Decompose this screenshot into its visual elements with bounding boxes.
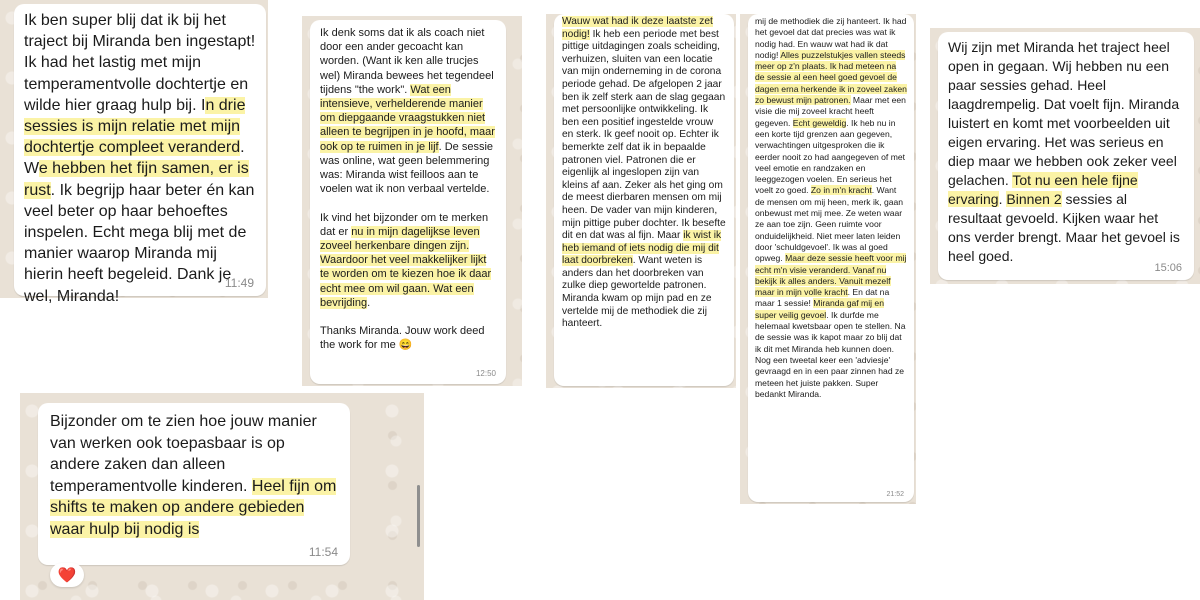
message-timestamp: 11:49 <box>224 276 254 290</box>
message-text <box>755 16 907 400</box>
chat-screenshot-3 <box>546 14 736 388</box>
highlighted-segment: nu in mijn dagelijkse leven zoveel herkenbare dingen zijn. Waardoor het veel makkelijker lijkt te worden om te kiezen hoe ik daar echt mee om wil gaan. Wat een bevrijding <box>320 225 492 309</box>
message-bubble <box>14 4 266 305</box>
message-bubble <box>554 14 734 386</box>
message-text <box>562 16 726 331</box>
message-segment: Bijzonder om te zien hoe jouw manier van werken ook toepasbaar is op andere zaken dan alleen temperamentvolle kinderen. <box>50 413 317 495</box>
highlighted-segment: Alles puzzelstukjes vallen steeds meer op z'n plaats. Ik had meteen na de sessie al een heel goed gevoel de dagen erna herkende ik in zoveel zaken zo bewust mijn patronen. <box>755 49 907 106</box>
message-segment: . <box>998 191 1007 207</box>
highlighted-segment: e hebben het fijn samen, er is rust <box>24 160 249 199</box>
highlighted-segment: Echt geweldig <box>792 117 847 128</box>
message-segment: Thanks Miranda. Jouw work deed the work for me <box>320 325 485 352</box>
message-segment: Wij zijn met Miranda het traject heel open in gegaan. Wij hebben nu een paar sessies gehad. Heel laagdrempelig. Dat voelt fijn. Miranda luistert en komt met voorbeelden uit eigen ervaring. Het was serieus en diep maar we hebben ook zeker veel gelachen. <box>948 39 1180 188</box>
message-segment: . Want weten is anders dan het doorbreken van zulke diep gewortelde patronen. Miranda kwam op mijn pad en ze vertelde mij de methodiek die zij hanteert. <box>562 255 712 330</box>
message-text <box>24 10 256 307</box>
message-text <box>50 411 338 540</box>
message-bubble <box>310 20 506 384</box>
chat-screenshot-6 <box>20 393 424 600</box>
message-timestamp: 15:06 <box>1154 262 1182 274</box>
message-bubble <box>748 14 914 502</box>
message-text <box>948 38 1184 266</box>
chat-screenshot-5 <box>930 28 1200 284</box>
heart-reaction-icon[interactable] <box>50 563 84 587</box>
highlighted-segment: Wat een intensieve, verhelderende manier om diepgaande vraagstukken niet alleen te begrijpen in je hoofd, maar ook op te ruimen in je lijf <box>320 83 495 153</box>
message-segment: . De sessie was online, wat geen belemmering was: Miranda wist feilloos aan te voelen wat ik non verbaal vertelde. <box>320 140 494 196</box>
message-segment: sessies al resultaat gevoeld. Kijken waar het ons verder brengt. Maar het gevoel is heel goed. <box>948 191 1180 264</box>
chat-screenshot-2 <box>302 16 522 386</box>
highlighted-segment: Wauw wat had ik deze laatste zet nodig! <box>562 16 713 40</box>
message-segment: Ik heb een periode met best pittige uitdagingen zoals scheiding, verhuizen, sluiten van een locatie van mijn onderneming in de corona periode gehad. De afgelopen 2 jaar ben ik zelf sterk aan de slag gegaan met persoonlijke ontwikkeling. Ik ben een positief ingestelde vrouw en sterk. Ik geef nooit op. Echter ik bemerkte zelf dat ik in bepaalde patronen viel. Patronen die er eigenlijk al ingeslopen zijn van kleins af aan. Zeker als het ging om de meest dierbaren mensen om mij heen. De vader van mijn kinderen, mijn pittige puber dochter. Ik besefte dit en dat was al fijn. Maar <box>562 28 726 242</box>
highlighted-segment: Zo in m'n kracht <box>810 185 872 196</box>
highlighted-segment: ik wist ik heb iemand of iets nodig die mij dit laat doorbreken <box>562 230 722 267</box>
message-segment: . En dat na maar 1 sessie! <box>755 287 890 309</box>
message-segment: Ik vind het bijzonder om te merken dat er <box>320 211 489 238</box>
message-text <box>320 26 496 353</box>
message-segment: . Ik begrijp haar beter én kan veel beter op haar behoeftes inspelen. Echt mega blij met de manier waarop Miranda mij hierin heeft begeleid. Dank je wel, Miranda! <box>24 181 255 305</box>
chat-screenshot-4 <box>740 14 916 504</box>
message-segment: . <box>367 296 371 309</box>
message-timestamp: 12:50 <box>475 369 496 378</box>
highlighted-segment: Tot nu een hele fijne ervaring <box>948 172 1138 207</box>
message-segment: Ik ben super blij dat ik bij het traject bij Miranda ben ingestapt! Ik had het lastig met mijn temperamentvolle dochtertje en wilde hier graag hulp bij. I <box>24 12 256 114</box>
highlighted-segment: Miranda gaf mij en super veilig gevoel <box>755 298 884 320</box>
message-bubble <box>38 403 350 565</box>
message-segment: Ik denk soms dat ik als coach niet door een ander gecoacht kan worden. (Want ik ken alle trucjes wel) Miranda bewees het tegendeel tijdens "the work". <box>320 27 494 96</box>
message-timestamp: 11:54 <box>308 545 338 559</box>
message-timestamp: 21:52 <box>886 491 904 498</box>
message-segment: . Ik durfde me helemaal kwetsbaar open te stellen. Na de sessie was ik kapot maar zo blij dat ik dit met Miranda heb kunnen doen. Nog een tweetal keer een 'adviesje' gevraagd en in een paar zinnen had ze meteen het juiste pakken. Super bedankt Miranda. <box>755 309 906 399</box>
scrollbar[interactable] <box>417 485 420 547</box>
message-segment: Maar met een visie die mij zoveel kracht heeft gegeven. <box>755 95 906 128</box>
heart-icon: ❤️ <box>57 567 77 584</box>
chat-screenshot-1 <box>0 0 268 305</box>
message-segment: . W <box>24 139 245 178</box>
highlighted-segment: n drie sessies is mijn relatie met mijn dochtertje compleet veranderd <box>24 96 246 157</box>
message-segment: . Want de mensen om mij heen, merk ik, gaan onbewust met mij mee. Ze weten waar ze aan toe zijn. Geen ruimte voor onduidelijkheid. Niet meer laten leiden door 'schuldgevoel'. Ik was al goed opweg. <box>755 185 904 264</box>
grin-emoji-icon: 😄 <box>398 339 413 352</box>
highlighted-segment: Maar deze sessie heeft voor mij echt m'n visie veranderd. Vanaf nu bekijk ik alles anders. Vanuit mezelf maar in mijn volle kracht <box>755 253 907 298</box>
message-segment: mij de methodiek die zij hanteert. Ik had het gevoel dat dat precies was wat ik nodig had. En wauw wat had ik dat nodig! <box>755 16 907 60</box>
message-bubble <box>938 32 1194 280</box>
highlighted-segment: Heel fijn om shifts te maken op andere gebieden waar hulp bij nodig is <box>50 477 337 538</box>
message-segment: . Ik heb nu in een korte tijd grenzen aan gegeven, verwachtingen uitgesproken die ik eerder nooit zo had aangegeven of met veel emotie en randzaken en leeggezogen voelen. En serieus het voelt zo goed. <box>755 117 906 196</box>
highlighted-segment: Binnen 2 <box>1006 191 1062 207</box>
